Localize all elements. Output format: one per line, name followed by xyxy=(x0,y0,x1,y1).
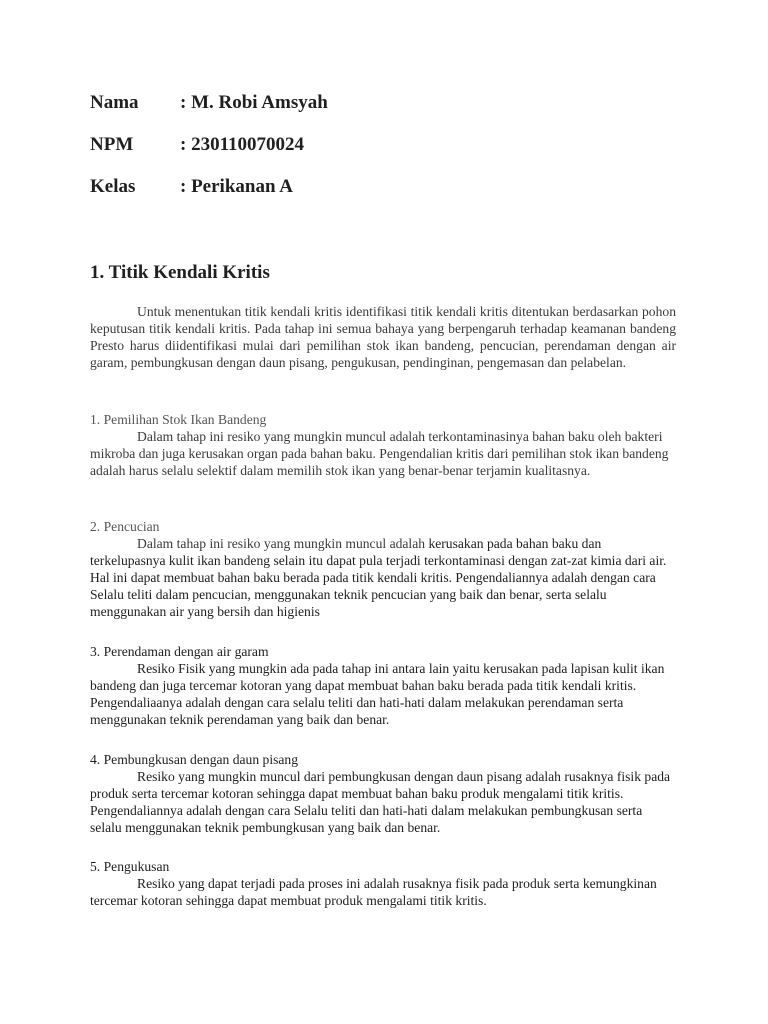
step-heading: 1. Pemilihan Stok Ikan Bandeng xyxy=(90,412,267,427)
step-1 xyxy=(90,411,676,479)
section-title: 1. Titik Kendali Kritis xyxy=(90,262,270,283)
class-row xyxy=(90,176,490,198)
step-heading: 2. Pencucian xyxy=(90,519,160,534)
npm-row xyxy=(90,134,490,156)
step-paragraph: Resiko yang dapat terjadi pada proses ini adalah rusaknya fisik pada produk serta kemungkinan tercemar kotoran sehingga dapat membuat produk mengalami titik kritis. xyxy=(90,876,657,908)
step-text-part-b: kerusakan pada bahan baku dan terkelupasnya kulit ikan bandeng selain itu dapat pula terjadi terkontaminasi dengan zat-zat kimia dari air. Hal ini dapat membuat bahan baku berada pada titik kendali kritis. Pengendaliannya adalah dengan cara Selalu teliti dalam pencucian, menggunakan teknik pencucian yang baik dan benar, serta selalu menggunakan air yang bersih dan higienis xyxy=(90,536,667,619)
name-label: Nama xyxy=(90,92,139,113)
step-2 xyxy=(90,518,676,620)
step-text-part-a: Dalam tahap ini resiko yang mungkin muncul adalah xyxy=(137,536,429,551)
class-value: : Perikanan A xyxy=(180,176,293,197)
step-paragraph xyxy=(90,535,676,620)
step-paragraph: Dalam tahap ini resiko yang mungkin muncul adalah terkontaminasinya bahan baku oleh bakteri mikroba dan juga kerusakan organ pada bahan baku. Pengendalian kritis dari pemilihan stok ikan bandeng adalah harus selalu selektif dalam memilih stok ikan yang benar-benar terjamin kualitasnya. xyxy=(90,429,669,478)
step-5 xyxy=(90,858,676,909)
step-heading: 3. Perendaman dengan air garam xyxy=(90,644,269,659)
step-heading: 5. Pengukusan xyxy=(90,859,170,874)
npm-label: NPM xyxy=(90,134,134,155)
step-4 xyxy=(90,751,676,836)
step-3 xyxy=(90,643,676,728)
class-label: Kelas xyxy=(90,176,136,197)
intro-paragraph: Untuk menentukan titik kendali kritis identifikasi titik kendali kritis ditentukan berdasarkan pohon keputusan titik kendali kritis. Pada tahap ini semua bahaya yang berpengaruh terhadap keamanan bandeng Presto harus diidentifikasi mulai dari pemilihan stok ikan bandeng, pencucian, perendaman dengan air garam, pembungkusan dengan daun pisang, pengukusan, pendinginan, pengemasan dan pelabelan. xyxy=(90,304,676,370)
npm-value: : 230110070024 xyxy=(180,134,305,155)
step-heading: 4. Pembungkusan dengan daun pisang xyxy=(90,752,299,767)
step-paragraph: Resiko yang mungkin muncul dari pembungkusan dengan daun pisang adalah rusaknya fisik pada produk serta tercemar kotoran sehingga dapat membuat bahan baku produk mengalami titik kritis. Pengendaliannya adalah dengan cara Selalu teliti dan hati-hati dalam melakukan pembungkusan serta selalu menggunakan teknik pembungkusan yang baik dan benar. xyxy=(90,769,671,835)
name-value: : M. Robi Amsyah xyxy=(180,92,328,113)
student-identity xyxy=(90,92,490,218)
step-paragraph: Resiko Fisik yang mungkin ada pada tahap ini antara lain yaitu kerusakan pada lapisan kulit ikan bandeng dan juga tercemar kotoran yang dapat membuat bahan baku berada pada titik kendali kritis. Pengendaliaanya adalah dengan cara selalu teliti dan hati-hati dalam melakukan perendaman serta menggunakan teknik perendaman yang baik dan benar. xyxy=(90,661,665,727)
name-row xyxy=(90,92,490,114)
